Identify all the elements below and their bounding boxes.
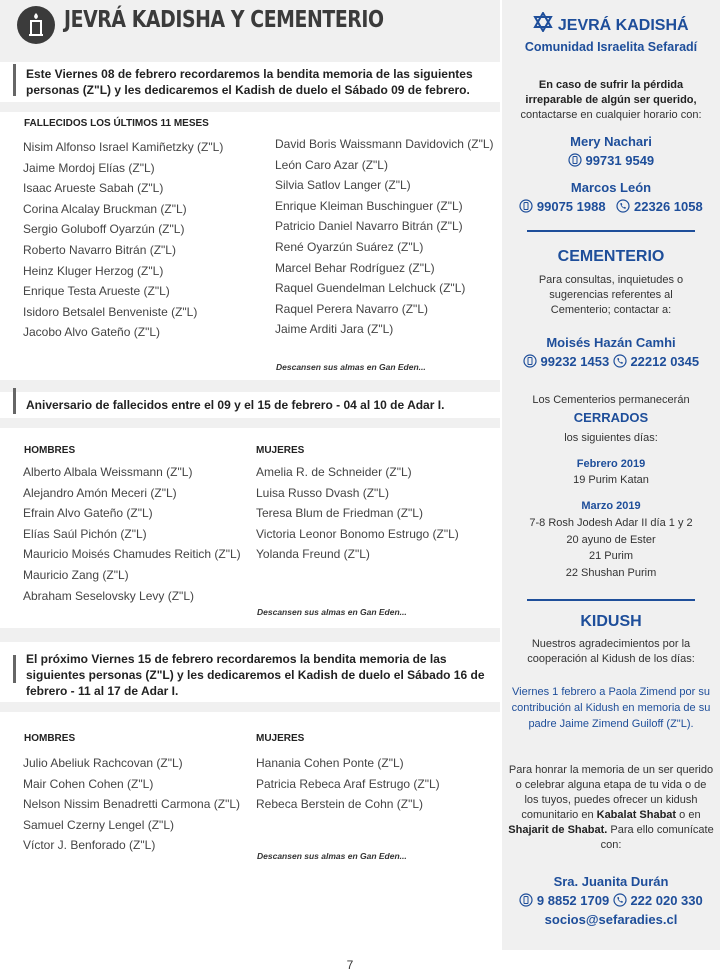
sidebar bbox=[502, 0, 720, 950]
contact-phones: 99731 9549 bbox=[502, 153, 720, 168]
deceased-name: Mauricio Moisés Chamudes Reitich (Z"L) bbox=[23, 547, 241, 562]
sidebar-subtitle: Comunidad Israelita Sefaradí bbox=[524, 40, 698, 54]
deceased-name: Nisim Alfonso Israel Kamiñetzky (Z"L) bbox=[23, 140, 224, 154]
contact-name: Moisés Hazán Camhi bbox=[546, 335, 676, 350]
deceased-name: Sergio Goluboff Oyarzún (Z"L) bbox=[23, 222, 185, 237]
section3-intro: El próximo Viernes 15 de febrero recordaremos la bendita memoria de las siguientes personas (Z"L) y les dedicaremos el Kadish de duelo el Sábado 16 de febrero - 11 al 17 de Adar I. bbox=[26, 652, 485, 698]
deceased-name: Alejandro Amón Meceri (Z"L) bbox=[23, 485, 177, 500]
men-label: HOMBRES bbox=[24, 445, 76, 456]
section1-intro: Este Viernes 08 de febrero recordaremos la bendita memoria de las siguientes personas (Z"L) y les dedicaremos el Kadish de duelo el Sábado 09 de febrero. bbox=[26, 67, 473, 97]
section2-women-list bbox=[256, 462, 459, 565]
rest-in-peace-note: Descansen sus almas en Gan Eden... bbox=[257, 851, 407, 861]
deceased-name: Jacobo Alvo Gateño (Z"L) bbox=[23, 325, 160, 340]
candle-icon bbox=[17, 6, 55, 44]
deceased-name: Heinz Kluger Herzog (Z"L) bbox=[23, 263, 164, 278]
deceased-name: Jaime Arditi Jara (Z"L) bbox=[275, 322, 394, 337]
section3-men-list bbox=[23, 753, 240, 856]
sidebar-title: JEVRÁ KADISHÁ bbox=[502, 12, 720, 35]
deceased-name: Efrain Alvo Gateño (Z"L) bbox=[23, 506, 153, 521]
section2-intro: Aniversario de fallecidos entre el 09 y el 15 de febrero - 04 al 10 de Adar I. bbox=[26, 398, 445, 412]
mobile-phone-icon bbox=[519, 893, 533, 907]
deceased-name: Patricia Rebeca Araf Estrugo (Z"L) bbox=[256, 776, 440, 791]
deceased-name: León Caro Azar (Z"L) bbox=[275, 157, 388, 172]
deceased-name: Roberto Navarro Bitrán (Z"L) bbox=[23, 242, 176, 257]
deceased-name: Samuel Czerny Lengel (Z"L) bbox=[23, 817, 174, 832]
men-label: HOMBRES bbox=[24, 733, 76, 744]
deceased-name: Isidoro Betsalel Benveniste (Z"L) bbox=[23, 304, 198, 319]
closed-post: los siguientes días: bbox=[564, 432, 658, 444]
deceased-name: Elías Saúl Pichón (Z"L) bbox=[23, 526, 147, 541]
mar-closed-days bbox=[502, 515, 720, 581]
deceased-name: Corina Alcalay Bruckman (Z"L) bbox=[23, 201, 187, 216]
closed-day: 19 Purim Katan bbox=[573, 474, 649, 486]
deceased-name: Rebeca Berstein de Cohn (Z"L) bbox=[256, 797, 424, 812]
cementerio-title: CEMENTERIO bbox=[557, 248, 665, 265]
deceased-name: Victoria Leonor Bonomo Estrugo (Z"L) bbox=[256, 526, 459, 541]
deceased-name: Luisa Russo Dvash (Z"L) bbox=[256, 485, 389, 500]
deceased-name: René Oyarzún Suárez (Z"L) bbox=[275, 239, 424, 254]
page-number: 7 bbox=[346, 958, 354, 972]
deceased-name: Marcel Behar Rodríguez (Z"L) bbox=[275, 260, 435, 275]
deceased-name: Amelia R. de Schneider (Z"L) bbox=[256, 465, 412, 479]
contact-phones: 99075 1988 22326 1058 bbox=[502, 199, 720, 214]
telephone-icon bbox=[616, 199, 630, 213]
deceased-name: Raquel Perera Navarro (Z"L) bbox=[275, 301, 428, 316]
deceased-name: Hanania Cohen Ponte (Z"L) bbox=[256, 756, 404, 770]
deceased-name: Julio Abeliuk Rachcovan (Z"L) bbox=[23, 756, 183, 770]
contact-email[interactable]: socios@sefaradies.cl bbox=[544, 912, 678, 927]
closed-day: 20 ayuno de Ester bbox=[566, 533, 656, 546]
contact-name: Mery Nachari bbox=[570, 134, 652, 149]
kidush-title: KIDUSH bbox=[580, 613, 642, 630]
section-marker bbox=[13, 655, 16, 683]
feb-title: Febrero 2019 bbox=[576, 458, 646, 470]
deceased-name: Silvia Satlov Langer (Z"L) bbox=[275, 178, 411, 193]
deceased-name: Teresa Blum de Friedman (Z"L) bbox=[256, 506, 423, 521]
deceased-name: Isaac Arueste Sabah (Z"L) bbox=[23, 181, 164, 196]
closed-day: 22 Shushan Purim bbox=[565, 566, 657, 579]
section1-names-col2 bbox=[275, 134, 494, 340]
closed-day: 7-8 Rosh Jodesh Adar II día 1 y 2 bbox=[529, 517, 693, 529]
contact-phones: 9 8852 1709 222 020 330 bbox=[502, 893, 720, 908]
loss-notice: En caso de sufrir la pérdida irreparable de algún ser querido, contactarse en cualquier horario con: bbox=[520, 79, 702, 121]
closed-pre: Los Cementerios permanecerán bbox=[532, 394, 690, 406]
cementerio-text: Para consultas, inquietudes o sugerencias referentes al Cementerio; contactar a: bbox=[538, 274, 684, 316]
mobile-phone-icon bbox=[519, 199, 533, 213]
deceased-name: Raquel Guendelman Lelchuck (Z"L) bbox=[275, 281, 466, 296]
section2-men-list bbox=[23, 462, 241, 606]
kidush-dedication: Viernes 1 febrero a Paola Zimend por su contribución al Kidush en memoria de su padre Jaime Zimend Guiloff (Z"L). bbox=[511, 686, 711, 730]
kidush-invitation: Para honrar la memoria de un ser querido o celebrar alguna etapa de tu vida o de los tuyos, puedes ofrecer un kidush comunitario en Kabalat Shabat o en Shajarit de Shabat. Para ello comunícate con: bbox=[508, 764, 714, 851]
divider bbox=[527, 230, 695, 232]
women-label: MUJERES bbox=[256, 733, 305, 744]
deceased-name: Mauricio Zang (Z"L) bbox=[23, 567, 129, 582]
mar-title: Marzo 2019 bbox=[581, 500, 641, 512]
rest-in-peace-note: Descansen sus almas en Gan Eden... bbox=[257, 607, 407, 617]
deceased-name: Patricio Daniel Navarro Bitrán (Z"L) bbox=[275, 219, 463, 234]
contact-phones: 99232 1453 22212 0345 bbox=[502, 354, 720, 369]
deceased-name: Jaime Mordoj Elías (Z"L) bbox=[23, 160, 155, 175]
divider bbox=[527, 599, 695, 601]
deceased-name: Enrique Testa Arueste (Z"L) bbox=[23, 284, 170, 299]
rest-in-peace-note: Descansen sus almas en Gan Eden... bbox=[276, 362, 426, 372]
kidush-thanks: Nuestros agradecimientos por la cooperación al Kidush de los días: bbox=[527, 638, 695, 665]
telephone-icon bbox=[613, 893, 627, 907]
deceased-name: Yolanda Freund (Z"L) bbox=[256, 547, 370, 562]
deceased-name: David Boris Waissmann Davidovich (Z"L) bbox=[275, 137, 494, 151]
deceased-name: Nelson Nissim Benadretti Carmona (Z"L) bbox=[23, 797, 240, 812]
page-header bbox=[0, 0, 500, 50]
section1-names-col1 bbox=[23, 137, 223, 343]
contact-name: Marcos León bbox=[570, 180, 652, 195]
mobile-phone-icon bbox=[568, 153, 582, 167]
contact-name: Sra. Juanita Durán bbox=[553, 874, 669, 889]
women-label: MUJERES bbox=[256, 445, 305, 456]
closed-word: CERRADOS bbox=[573, 410, 649, 425]
section1-label: FALLECIDOS LOS ÚLTIMOS 11 MESES bbox=[24, 118, 209, 129]
telephone-icon bbox=[613, 354, 627, 368]
closed-day: 21 Purim bbox=[588, 550, 634, 562]
deceased-name: Enrique Kleiman Buschinguer (Z"L) bbox=[275, 198, 463, 213]
section-marker bbox=[13, 388, 16, 414]
deceased-name: Alberto Albala Weissmann (Z"L) bbox=[23, 465, 193, 479]
feb-closed-days bbox=[502, 473, 720, 488]
deceased-name: Mair Cohen Cohen (Z"L) bbox=[23, 776, 154, 791]
section3-women-list bbox=[256, 753, 440, 815]
star-of-david-icon bbox=[533, 12, 553, 32]
deceased-name: Víctor J. Benforado (Z"L) bbox=[23, 838, 156, 853]
section-marker bbox=[13, 64, 16, 96]
mobile-phone-icon bbox=[523, 354, 537, 368]
page-title: JEVRÁ KADISHA Y CEMENTERIO bbox=[64, 7, 384, 33]
deceased-name: Abraham Seselovsky Levy (Z"L) bbox=[23, 588, 194, 603]
